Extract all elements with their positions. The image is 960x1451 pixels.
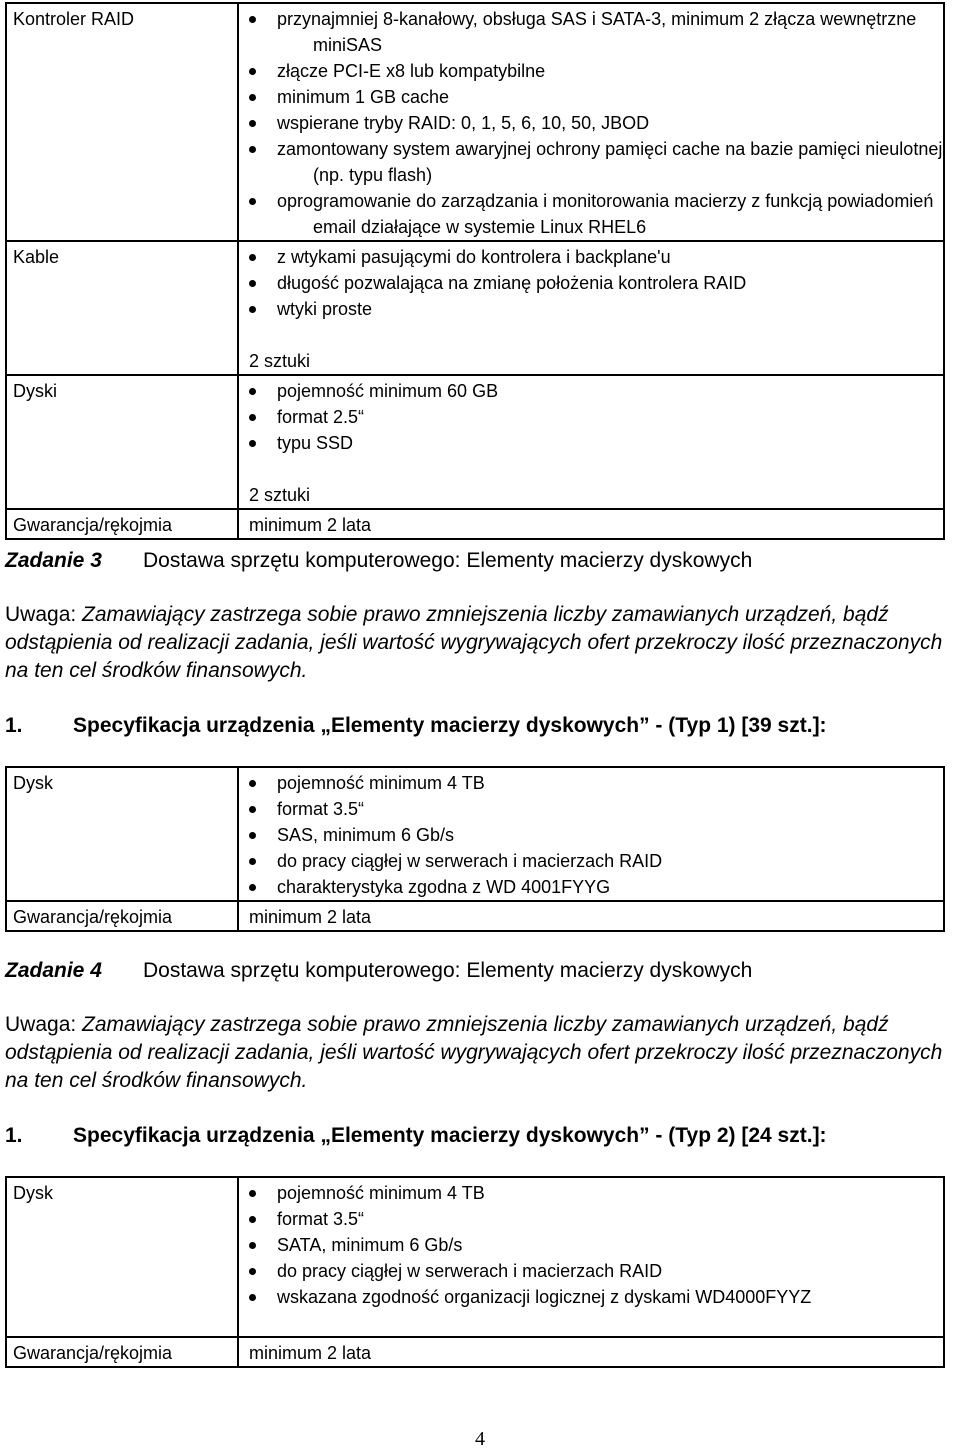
spec-title: Specyfikacja urządzenia „Elementy macierzy dyskowych” - (Typ 1) [39 szt.]: (73, 714, 827, 737)
notice-text: Zamawiający zastrzega sobie prawo zmniejszenia liczby zamawianych urządzeń, bądź odstąpienia od realizacji zadania, jeśli wartość wygrywających ofert przekroczy ilość przeznaczonych na ten cel środków finansowych. (5, 1013, 943, 1092)
list-item: oprogramowanie do zarządzania i monitorowania macierzy z funkcją powiadomień email działające w systemie Linux RHEL6 (249, 188, 943, 240)
list-item: do pracy ciągłej w serwerach i macierzach RAID (249, 1258, 943, 1284)
table-row (6, 901, 944, 931)
quantity-text: 2 sztuki (249, 351, 311, 371)
row-label: Dyski (6, 375, 238, 509)
row-label: Dysk (6, 767, 238, 901)
row-content (238, 767, 944, 901)
list-item: pojemność minimum 4 TB (249, 1180, 943, 1206)
task-number: Zadanie 3 (5, 549, 102, 572)
task-number: Zadanie 4 (5, 959, 102, 982)
spec-heading (5, 1122, 955, 1150)
list-item: złącze PCI-E x8 lub kompatybilne (249, 58, 943, 84)
list-item: przynajmniej 8-kanałowy, obsługa SAS i SATA-3, minimum 2 złącza wewnętrzne miniSAS (249, 6, 943, 58)
table-row (6, 375, 944, 509)
task-title: Dostawa sprzętu komputerowego: Elementy macierzy dyskowych (143, 959, 753, 982)
notice-text: Zamawiający zastrzega sobie prawo zmniejszenia liczby zamawianych urządzeń, bądź odstąpienia od realizacji zadania, jeśli wartość wygrywających ofert przekroczy ilość przeznaczonych na ten cel środków finansowych. (5, 603, 943, 682)
list-item: typu SSD (249, 430, 943, 456)
notice-lead: Uwaga: (5, 1013, 77, 1036)
list-item: format 3.5“ (249, 1206, 943, 1232)
list-item: minimum 1 GB cache (249, 84, 943, 110)
spec-table-type2 (5, 1176, 945, 1368)
quantity-text: 2 sztuki (249, 485, 311, 505)
row-label: Kontroler RAID (6, 3, 238, 241)
spec-title: Specyfikacja urządzenia „Elementy macierzy dyskowych” - (Typ 2) [24 szt.]: (73, 1124, 827, 1147)
row-label: Kable (6, 241, 238, 375)
table-row (6, 241, 944, 375)
table-row (6, 767, 944, 901)
spec-number: 1. (5, 1124, 23, 1147)
list-item: długość pozwalająca na zmianę położenia kontrolera RAID (249, 270, 943, 296)
task-heading (5, 957, 955, 985)
list-item: charakterystyka zgodna z WD 4001FYYG (249, 874, 943, 900)
table-row (6, 509, 944, 539)
spec-table-raid (5, 2, 945, 540)
row-content (238, 375, 944, 509)
list-item: wspierane tryby RAID: 0, 1, 5, 6, 10, 50, JBOD (249, 110, 943, 136)
table-row (6, 3, 944, 241)
spec-table-type1 (5, 766, 945, 932)
row-content: minimum 2 lata (238, 1337, 944, 1367)
notice-paragraph (5, 601, 957, 685)
list-item: SAS, minimum 6 Gb/s (249, 822, 943, 848)
list-item: pojemność minimum 60 GB (249, 378, 943, 404)
list-item: wskazana zgodność organizacji logicznej z dyskami WD4000FYYZ (249, 1284, 943, 1310)
row-label: Gwarancja/rękojmia (6, 509, 238, 539)
list-item: zamontowany system awaryjnej ochrony pamięci cache na bazie pamięci nieulotnej (np. typu flash) (249, 136, 943, 188)
list-item: do pracy ciągłej w serwerach i macierzach RAID (249, 848, 943, 874)
row-label: Gwarancja/rękojmia (6, 1337, 238, 1367)
table-row (6, 1177, 944, 1337)
row-label: Dysk (6, 1177, 238, 1337)
page-number: 4 (475, 1428, 485, 1450)
list-item: wtyki proste (249, 296, 943, 322)
list-item: pojemność minimum 4 TB (249, 770, 943, 796)
row-content: minimum 2 lata (238, 509, 944, 539)
list-item: format 3.5“ (249, 796, 943, 822)
row-content (238, 3, 944, 241)
row-label: Gwarancja/rękojmia (6, 901, 238, 931)
row-content: minimum 2 lata (238, 901, 944, 931)
task-title: Dostawa sprzętu komputerowego: Elementy macierzy dyskowych (143, 549, 753, 572)
row-content (238, 241, 944, 375)
notice-paragraph (5, 1011, 957, 1095)
list-item: z wtykami pasującymi do kontrolera i backplane'u (249, 244, 943, 270)
spec-heading (5, 712, 955, 740)
list-item: format 2.5“ (249, 404, 943, 430)
spec-number: 1. (5, 714, 23, 737)
table-row (6, 1337, 944, 1367)
list-item: SATA, minimum 6 Gb/s (249, 1232, 943, 1258)
notice-lead: Uwaga: (5, 603, 77, 626)
row-content (238, 1177, 944, 1337)
task-heading (5, 547, 955, 575)
